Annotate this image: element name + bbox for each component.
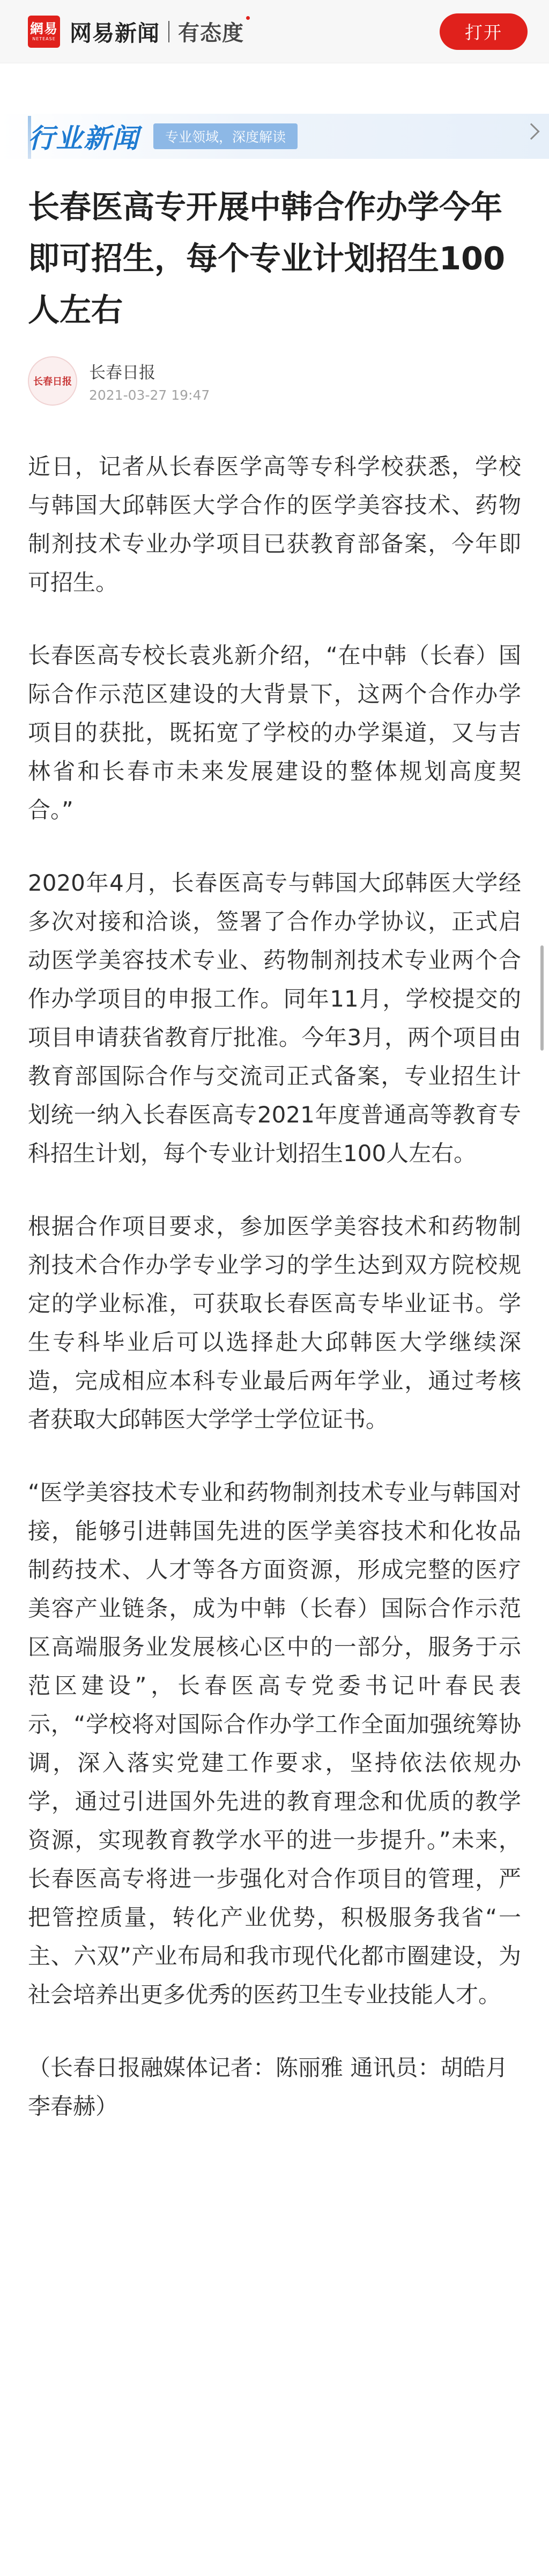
publish-time: 2021-03-27 19:47	[89, 387, 210, 403]
brand-name: 网易新闻	[70, 20, 160, 46]
source-avatar-text: 长春日报	[33, 376, 72, 387]
slogan-dot	[246, 16, 250, 20]
article-meta	[28, 356, 521, 406]
channel-banner[interactable]	[0, 108, 549, 164]
article-paragraph: 长春医高专校长袁兆新介绍，“在中韩（长春）国际合作示范区建设的大背景下，这两个合作办学项目的获批，既拓宽了学校的办学渠道，又与吉林省和长春市未来发展建设的整体规划高度契合。”	[28, 642, 521, 823]
brand-slogan: 有态度	[178, 21, 244, 46]
article-paragraph: “医学美容技术专业和药物制剂技术专业与韩国对接，能够引进韩国先进的医学美容技术和化妆品制药技术、人才等各方面资源，形成完整的医疗美容产业链条，成为中韩（长春）国际合作示范区高端服务业发展核心区中的一部分，服务于示范区建设”，长春医高专党委书记叶春民表示，“学校将对国际合作办学工作全面加强统筹协调，深入落实党建工作要求，坚持依法依规办学，通过引进国外先进的教育理念和优质的教学资源，实现教育教学水平的进一步提升。”未来，长春医高专将进一步强化对合作项目的管理，严把管控质量，转化产业优势，积极服务我省“一主、六双”产业布局和我市现代化都市圈建设，为社会培养出更多优秀的医药卫生专业技能人才。	[28, 1479, 521, 2008]
article-paragraph: 近日，记者从长春医学高等专科学校获悉，学校与韩国大邱韩医大学合作的医学美容技术、药物制剂技术专业办学项目已获教育部备案，今年即可招生。	[28, 453, 521, 596]
article-paragraph: 2020年4月，长春医高专与韩国大邱韩医大学经多次对接和洽谈，签署了合作办学协议，正式启动医学美容技术专业、药物制剂技术专业两个合作办学项目的申报工作。同年11月，学校提交的项目申请获省教育厅批准。今年3月，两个项目由教育部国际合作与交流司正式备案，专业招生计划统一纳入长春医高专2021年度普通高等教育专科招生计划，每个专业计划招生100人左右。	[28, 870, 521, 1166]
source-avatar[interactable]	[28, 356, 77, 406]
article-title: 长春医高专开展中韩合作办学今年即可招生，每个专业计划招生100人左右	[28, 188, 506, 328]
open-app-button[interactable]: 打开	[440, 13, 528, 50]
channel-name: 行业新闻	[28, 123, 139, 154]
netease-logo[interactable]	[28, 16, 60, 48]
logo-subtext: NETEASE	[32, 36, 56, 41]
app-header	[0, 0, 549, 63]
meta-text	[89, 359, 210, 403]
article	[0, 181, 549, 2126]
channel-description: 专业领域，深度解读	[153, 123, 298, 149]
logo-text: 網易	[29, 20, 58, 36]
scrollbar-thumb[interactable]	[540, 945, 544, 1051]
article-credit: （长春日报融媒体记者：陈丽雅 通讯员：胡皓月 李春赫）	[28, 2054, 508, 2119]
article-paragraph: 根据合作项目要求，参加医学美容技术和药物制剂技术合作办学专业学习的学生达到双方院校规定的学业标准，可获取长春医高专毕业证书。学生专科毕业后可以选择赴大邱韩医大学继续深造，完成相应本科专业最后两年学业，通过考核者获取大邱韩医大学学士学位证书。	[28, 1213, 521, 1433]
source-name[interactable]: 长春日报	[89, 363, 155, 383]
brand-divider	[168, 21, 169, 42]
